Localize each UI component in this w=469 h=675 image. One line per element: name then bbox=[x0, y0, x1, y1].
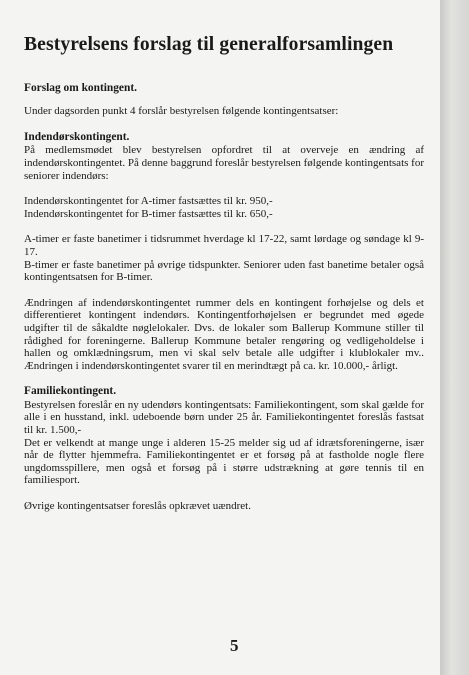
page-edge bbox=[440, 0, 469, 675]
indendors-heading: Indendørskontingent. bbox=[24, 131, 130, 143]
unge-paragraph: Det er velkendt at mange unge i alderen 15-25 melder sig ud af idrætsforeningerne, især når de flytter hjemmefra. Familiekontingentet er et forsøg på at fastholde nogle flere ungdomsspillere, men også et forsøg på i større udstrækning at gøre tennis til en familiesport. bbox=[24, 436, 424, 487]
rate-b-line: Indendørskontingentet for B-timer fastsættes til kr. 650,- bbox=[24, 207, 273, 220]
rate-a-line: Indendørskontingentet for A-timer fastsættes til kr. 950,- bbox=[24, 195, 273, 208]
closing-paragraph: Øvrige kontingentsatser foreslås opkrævet uændret. bbox=[24, 499, 251, 512]
page-number: 5 bbox=[230, 636, 239, 655]
a-timer-paragraph: A-timer er faste banetimer i tidsrummet hverdage kl 17-22, samt lørdage og søndage kl 9-17. bbox=[24, 233, 424, 258]
familie-heading: Familiekontingent. bbox=[24, 385, 117, 398]
b-timer-paragraph: B-timer er faste banetimer på øvrige tidspunkter. Seniorer uden fast banetime betaler også kontingentsatsen for B-timer. bbox=[24, 258, 424, 284]
kontingent-heading: Forslag om kontingent. bbox=[24, 82, 137, 94]
intro-paragraph: Under dagsorden punkt 4 forslår bestyrelsen følgende kontingentsatser: bbox=[24, 105, 339, 118]
familie-paragraph: Bestyrelsen foreslår en ny udendørs kontingentsats: Familiekontingent, som skal gælde for alle i en husstand, inkl. udeboende børn under 25 år. Familiekontingentet foreslås fastsat til kr. 1.500,- bbox=[24, 398, 424, 436]
indendors-paragraph: På medlemsmødet blev bestyrelsen opfordret til at overveje en ændring af indendørskontingentet. På denne baggrund foreslår bestyrelsen følgende kontingentsats for seniorer indendørs: bbox=[24, 144, 424, 182]
aendring-paragraph: Ændringen af indendørskontingentet rummer dels en kontingent forhøjelse og dels et differentieret kontingent indendørs. Kontingentforhøjelsen er begrundet med øgede udgifter til de såkaldte nøglelokaler. Dvs. de lokaler som Ballerup Kommune stiller til rådighed for foreningerne. Ballerup Kommune betaler rengøring og vedligeholdelse i hallen og omklædningsrum, men vi skal selv betale alle udgifter i klublokaler mv.. Ændringen i indendørskontingentet svarer til en merindtægt på ca. kr. 10.000,- årligt. bbox=[24, 296, 424, 372]
page-title: Bestyrelsens forslag til generalforsamlingen bbox=[24, 34, 394, 55]
page-content bbox=[24, 34, 424, 512]
